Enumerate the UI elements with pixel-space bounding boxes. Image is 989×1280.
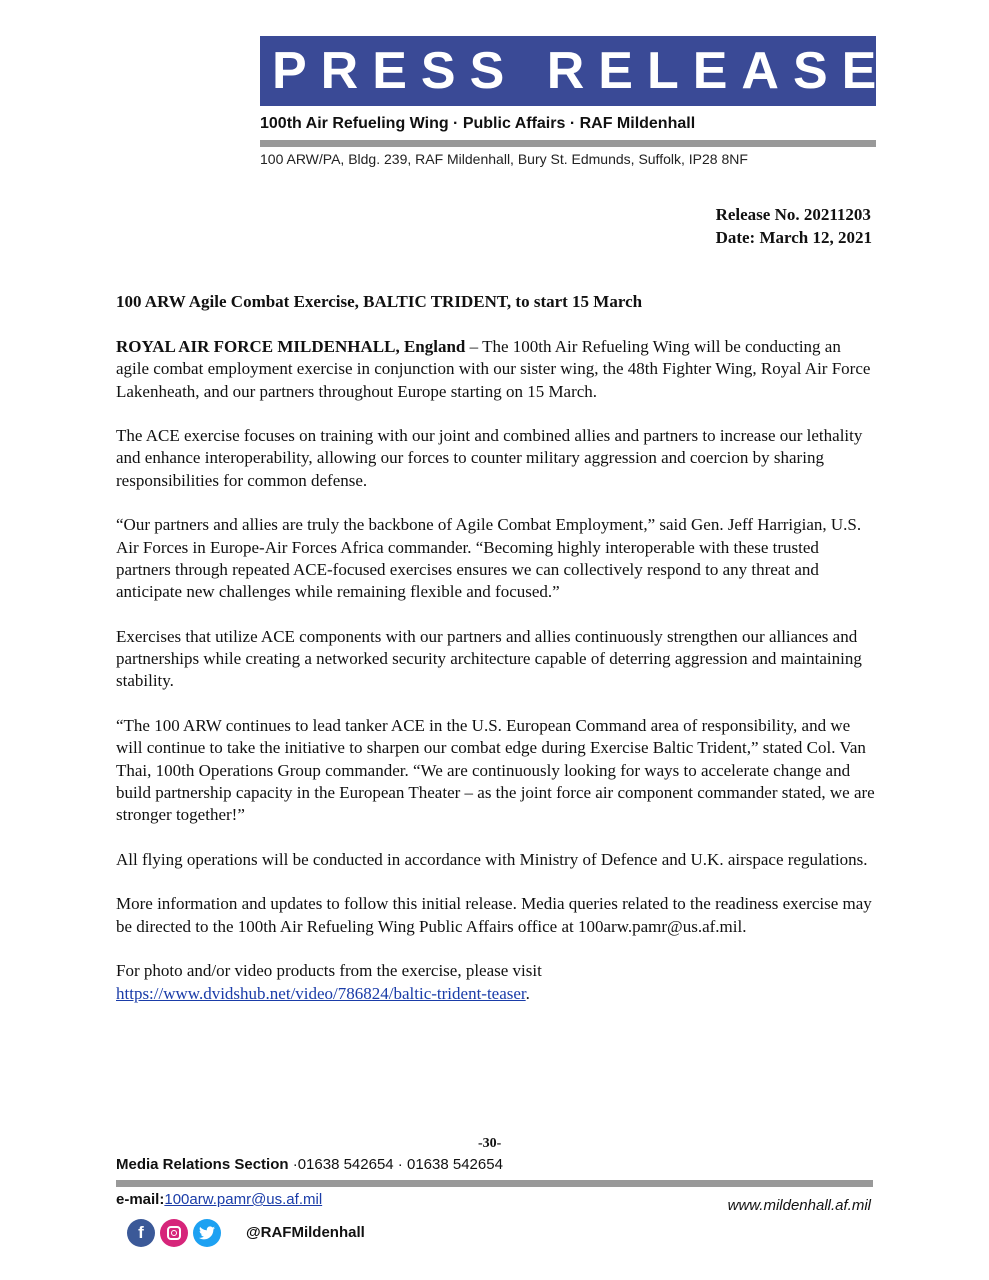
media-phones: ·01638 542654 · 01638 542654 <box>288 1156 503 1173</box>
email-line <box>116 1191 322 1208</box>
release-number: Release No. 20211203 <box>715 205 871 224</box>
paragraph: More information and updates to follow this initial release. Media queries related to the readiness exercise may be directed to the 100th Air Refueling Wing Public Affairs office at 100arw.pamr@us.af.mil. <box>116 894 872 936</box>
website-link[interactable]: www.mildenhall.af.mil <box>727 1197 871 1214</box>
release-date: Date: March 12, 2021 <box>715 228 872 247</box>
media-label: Media Relations Section <box>116 1156 289 1173</box>
header-divider <box>260 140 876 147</box>
dateline: ROYAL AIR FORCE MILDENHALL, England <box>116 337 466 356</box>
twitter-icon[interactable] <box>193 1219 221 1247</box>
release-meta <box>716 203 872 249</box>
article-body <box>116 336 876 1027</box>
paragraph <box>116 336 876 403</box>
facebook-icon[interactable]: f <box>127 1219 155 1247</box>
headline: 100 ARW Agile Combat Exercise, BALTIC TRIDENT, to start 15 March <box>116 292 643 311</box>
paragraph-text: – The 100th Air Refueling Wing will be conducting an agile combat employment exercise in conjunction with our sister wing, the 48th Fighter Wing, Royal Air Force Lakenheath, and our partners throughout Europe starting on 15 March. <box>116 337 871 401</box>
email-label: e-mail: <box>116 1191 165 1208</box>
paragraph <box>116 960 876 1005</box>
paragraph-text: . <box>525 983 530 1003</box>
paragraph: The ACE exercise focuses on training with our joint and combined allies and partners to increase our lethality and enhance interoperability, allowing our forces to counter military aggression and coercion by sharing responsibilities for common defense. <box>116 426 863 490</box>
social-handle[interactable]: @RAFMildenhall <box>246 1224 365 1241</box>
video-link[interactable]: https://www.dvidshub.net/video/786824/baltic-trident-teaser <box>116 983 526 1003</box>
footer-divider <box>116 1180 873 1187</box>
end-marker: -30- <box>478 1136 502 1151</box>
media-relations-line <box>116 1156 503 1173</box>
social-icons <box>127 1219 221 1247</box>
paragraph: All flying operations will be conducted in accordance with Ministry of Defence and U.K. airspace regulations. <box>116 849 868 869</box>
press-release-banner: PRESS RELEASE <box>260 36 876 106</box>
paragraph: “The 100 ARW continues to lead tanker ACE in the U.S. European Command area of responsibility, and we will continue to take the initiative to sharpen our combat edge during Exercise Baltic Trident,” stated Col. Van Thai, 100th Operations Group commander. “We are continuously looking for ways to accelerate change and build partnership capacity in the European Theater – as the joint force air component commander stated, we are stronger together!” <box>116 716 875 825</box>
organization-line: 100th Air Refueling Wing · Public Affairs · RAF Mildenhall <box>260 115 696 132</box>
email-link[interactable]: 100arw.pamr@us.af.mil <box>164 1191 323 1208</box>
paragraph-text: For photo and/or video products from the exercise, please visit <box>116 961 542 981</box>
paragraph: “Our partners and allies are truly the backbone of Agile Combat Employment,” said Gen. Jeff Harrigian, U.S. Air Forces in Europe-Air Forces Africa commander. “Becoming highly interoperable with these trusted partners through repeated ACE-focused exercises ensures we can collectively respond to any threat and anticipate new challenges while remaining flexible and focused.” <box>116 515 862 602</box>
address-line: 100 ARW/PA, Bldg. 239, RAF Mildenhall, Bury St. Edmunds, Suffolk, IP28 8NF <box>260 151 748 167</box>
paragraph: Exercises that utilize ACE components with our partners and allies continuously strengthen our alliances and partnerships while creating a networked security architecture capable of deterring aggression and maintaining stability. <box>116 626 862 691</box>
instagram-icon[interactable] <box>160 1219 188 1247</box>
